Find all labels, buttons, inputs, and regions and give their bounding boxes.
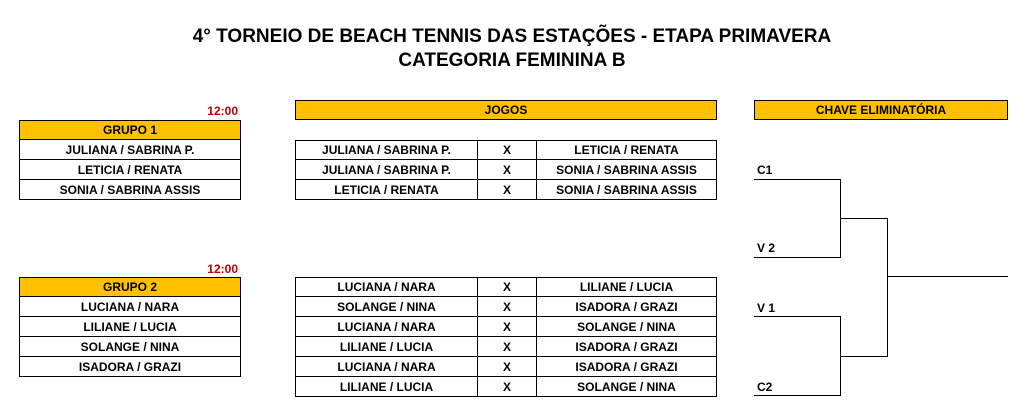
group-1-header: GRUPO 1 — [19, 120, 241, 140]
bracket-line — [754, 179, 841, 180]
match-row — [295, 337, 717, 357]
match-row — [295, 160, 717, 180]
match-vs: X — [477, 277, 537, 297]
bracket-slot-c1: C1 — [757, 163, 773, 177]
match-home: LUCIANA / NARA — [295, 277, 478, 297]
match-away: ISADORA / GRAZI — [536, 296, 717, 317]
match-row — [295, 140, 717, 160]
match-vs: X — [477, 140, 537, 160]
bracket-line — [754, 395, 841, 396]
match-away: SONIA / SABRINA ASSIS — [536, 159, 717, 180]
group-1-team: JULIANA / SABRINA P. — [19, 139, 241, 160]
match-away: ISADORA / GRAZI — [536, 356, 717, 377]
match-away: LETICIA / RENATA — [536, 140, 717, 160]
match-home: LILIANE / LUCIA — [295, 376, 478, 397]
match-home: LUCIANA / NARA — [295, 356, 478, 377]
page-title: 4° TORNEIO DE BEACH TENNIS DAS ESTAÇÕES - ETAPA PRIMAVERA — [192, 26, 832, 47]
bracket-line — [840, 356, 888, 357]
group-1-team: LETICIA / RENATA — [19, 159, 241, 180]
match-home: JULIANA / SABRINA P. — [295, 140, 478, 160]
group-1-table — [19, 120, 241, 200]
bracket-header: CHAVE ELIMINATÓRIA — [754, 100, 1008, 120]
match-vs: X — [477, 179, 537, 200]
bracket-line — [754, 316, 841, 317]
match-away: SONIA / SABRINA ASSIS — [536, 179, 717, 200]
bracket-final-line — [887, 276, 1008, 277]
page-subtitle: CATEGORIA FEMININA B — [398, 50, 626, 71]
match-vs: X — [477, 376, 537, 397]
group-2-team: ISADORA / GRAZI — [19, 356, 241, 377]
match-vs: X — [477, 159, 537, 180]
jogos-header: JOGOS — [295, 100, 717, 120]
match-row — [295, 317, 717, 337]
match-vs: X — [477, 316, 537, 337]
bracket-slot-c2: C2 — [757, 380, 773, 394]
group-2-matches — [295, 277, 717, 397]
group-1-time: 12:00 — [207, 104, 238, 118]
group-2-table — [19, 277, 241, 377]
group-2-team: LILIANE / LUCIA — [19, 316, 241, 337]
match-home: LETICIA / RENATA — [295, 179, 478, 200]
match-row — [295, 377, 717, 397]
group-2-team: LUCIANA / NARA — [19, 296, 241, 317]
bracket-line — [754, 257, 841, 258]
match-row — [295, 357, 717, 377]
match-row — [295, 297, 717, 317]
group-2-team: SOLANGE / NINA — [19, 336, 241, 357]
match-away: LILIANE / LUCIA — [536, 277, 717, 297]
match-home: SOLANGE / NINA — [295, 296, 478, 317]
bracket-line — [840, 218, 888, 219]
group-1-team: SONIA / SABRINA ASSIS — [19, 179, 241, 200]
match-row — [295, 180, 717, 200]
bracket-slot-v2: V 2 — [757, 241, 776, 255]
match-vs: X — [477, 296, 537, 317]
bracket-line — [887, 218, 888, 357]
match-away: SOLANGE / NINA — [536, 316, 717, 337]
match-away: ISADORA / GRAZI — [536, 336, 717, 357]
match-away: SOLANGE / NINA — [536, 376, 717, 397]
group-2-time: 12:00 — [207, 262, 238, 276]
match-home: JULIANA / SABRINA P. — [295, 159, 478, 180]
match-home: LUCIANA / NARA — [295, 316, 478, 337]
match-vs: X — [477, 336, 537, 357]
match-vs: X — [477, 356, 537, 377]
group-1-matches — [295, 140, 717, 200]
match-row — [295, 277, 717, 297]
match-home: LILIANE / LUCIA — [295, 336, 478, 357]
bracket-slot-v1: V 1 — [757, 301, 776, 315]
group-2-header: GRUPO 2 — [19, 277, 241, 297]
